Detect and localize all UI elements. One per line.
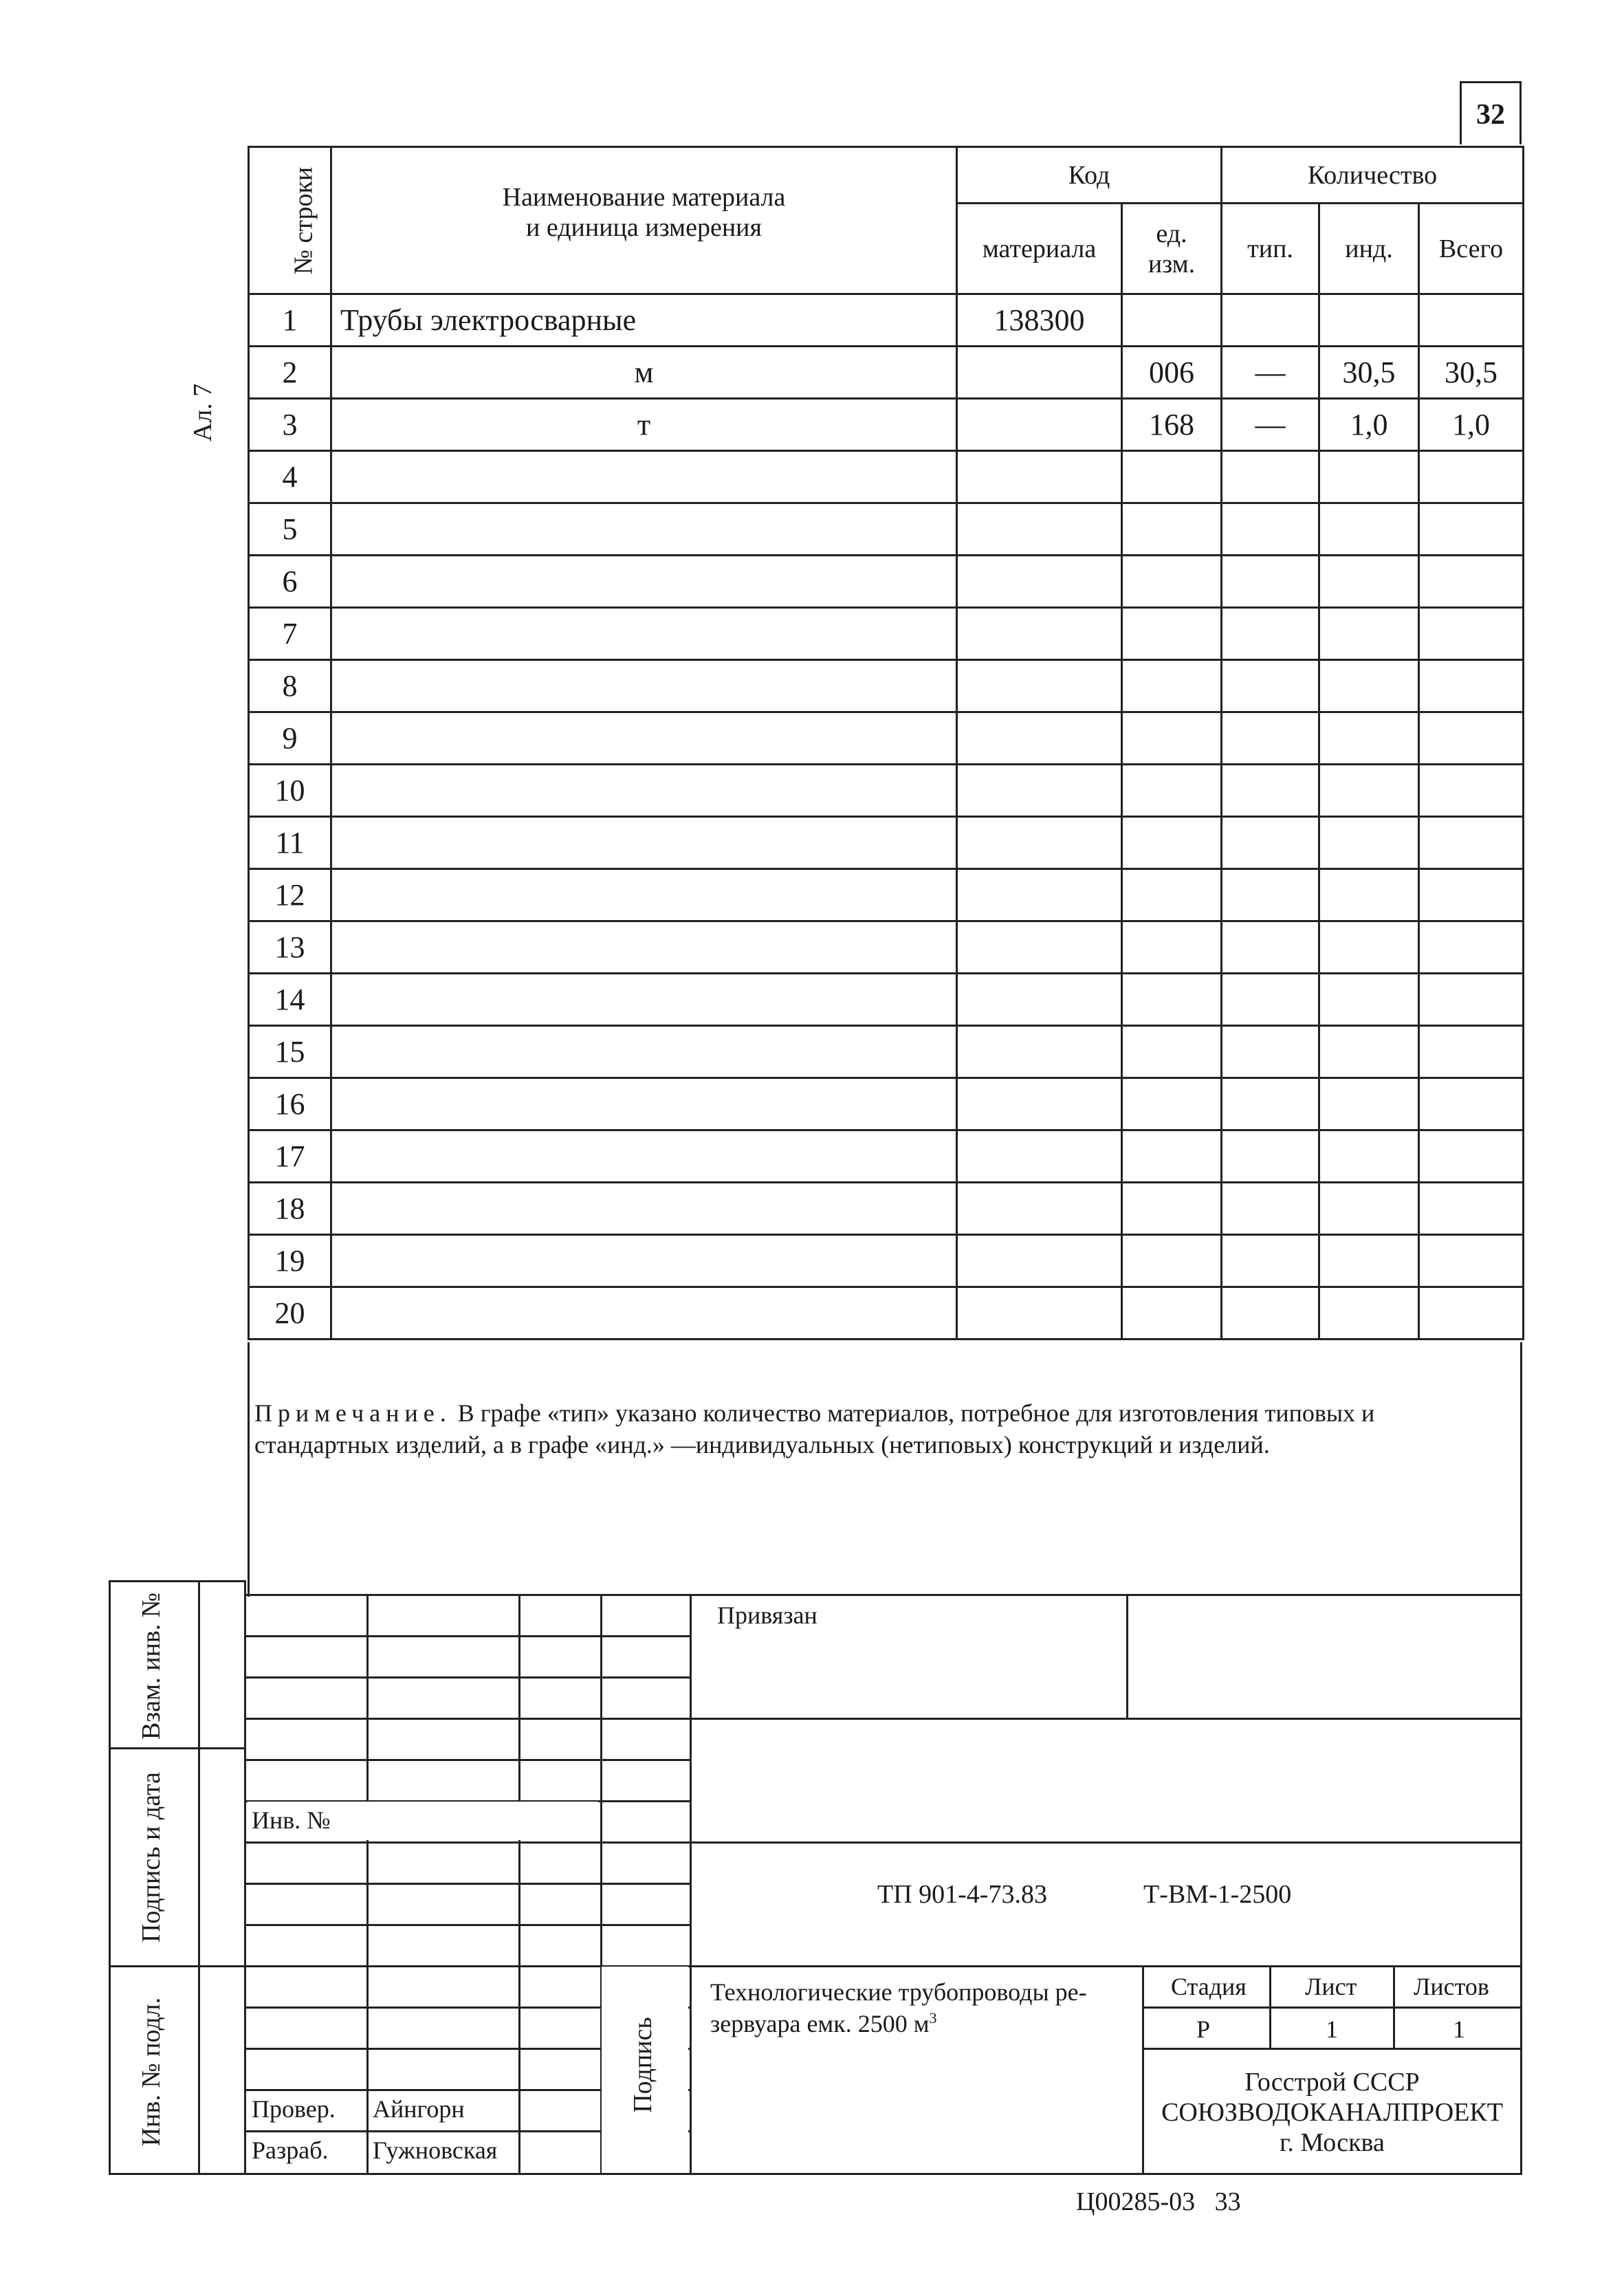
qty-ind-cell — [1319, 608, 1419, 660]
material-name-cell — [331, 869, 957, 921]
qty-typ-cell — [1222, 1078, 1319, 1130]
qty-ind-cell — [1319, 1183, 1419, 1235]
table-row — [249, 503, 1524, 556]
row-number-cell: 11 — [249, 817, 331, 869]
doc-sheet-code: Т-ВМ-1-2500 — [1143, 1880, 1292, 1909]
side-vzam-label: Взам. инв. № — [137, 1592, 166, 1740]
note-box — [248, 1342, 1522, 1597]
qty-total-cell — [1419, 712, 1524, 765]
material-code-cell — [957, 712, 1122, 765]
qty-typ-cell — [1222, 817, 1319, 869]
material-code-cell — [957, 1183, 1122, 1235]
sheets-label: Листов — [1414, 1973, 1489, 2000]
qty-total-cell — [1419, 1183, 1524, 1235]
note — [254, 1397, 1513, 1461]
table-row — [249, 1235, 1524, 1287]
qty-total-cell — [1419, 1130, 1524, 1183]
unit-code-cell — [1122, 974, 1222, 1026]
sheets-value: 1 — [1453, 2015, 1465, 2043]
unit-code-cell — [1122, 556, 1222, 608]
table-row — [249, 347, 1524, 399]
qty-ind-cell: 30,5 — [1319, 347, 1419, 399]
material-name-cell: т — [331, 399, 957, 451]
material-name-cell — [331, 1130, 957, 1183]
material-code-cell — [957, 817, 1122, 869]
material-code-cell — [957, 921, 1122, 974]
material-name-cell: Трубы электросварные — [331, 294, 957, 347]
row-number-cell: 7 — [249, 608, 331, 660]
unit-code-cell — [1122, 869, 1222, 921]
unit-code-cell — [1122, 451, 1222, 503]
qty-total-cell — [1419, 660, 1524, 712]
sheet-value: 1 — [1326, 2015, 1338, 2043]
qty-total-cell — [1419, 556, 1524, 608]
material-name-cell — [331, 1235, 957, 1287]
side-strip — [109, 1580, 246, 2175]
qty-total-cell: 30,5 — [1419, 347, 1524, 399]
table-row — [249, 974, 1524, 1026]
qty-ind-cell: 1,0 — [1319, 399, 1419, 451]
material-name-cell — [331, 1183, 957, 1235]
stage-value: Р — [1196, 2015, 1211, 2043]
qty-total-cell — [1419, 869, 1524, 921]
header-material-name — [331, 147, 957, 294]
qty-typ-cell — [1222, 660, 1319, 712]
unit-code-cell — [1122, 712, 1222, 765]
row-number-cell: 12 — [249, 869, 331, 921]
qty-total-cell — [1419, 451, 1524, 503]
qty-typ-cell: — — [1222, 347, 1319, 399]
privyazan-label: Привязан — [717, 1601, 818, 1629]
unit-code-cell — [1122, 765, 1222, 817]
row-number-cell: 20 — [249, 1287, 331, 1340]
material-name-cell — [331, 1026, 957, 1078]
qty-typ-cell — [1222, 608, 1319, 660]
material-name-cell — [331, 1287, 957, 1340]
material-name-cell — [331, 1078, 957, 1130]
org-line2: СОЮЗВОДОКАНАЛПРОЕКТ — [1161, 2098, 1503, 2127]
header-qty-total: Всего — [1419, 204, 1524, 294]
qty-typ-cell — [1222, 1287, 1319, 1340]
header-unit-line2: изм. — [1148, 249, 1196, 278]
row-number-cell: 13 — [249, 921, 331, 974]
table-row — [249, 1078, 1524, 1130]
qty-ind-cell — [1319, 712, 1419, 765]
header-row-number: № строки — [249, 147, 331, 294]
qty-ind-cell — [1319, 1130, 1419, 1183]
header-qty-typ: тип. — [1222, 204, 1319, 294]
inv-no-label: Инв. № — [252, 1806, 331, 1834]
note-prefix: Примечание. — [254, 1399, 452, 1427]
material-code-cell — [957, 451, 1122, 503]
side-signature-date-label: Подпись и дата — [137, 1771, 166, 1943]
razrab-name: Гужновская — [373, 2136, 498, 2164]
qty-typ-cell — [1222, 712, 1319, 765]
qty-ind-cell — [1319, 1078, 1419, 1130]
header-code-material: материала — [957, 204, 1122, 294]
note-text: В графе «тип» указано количество материалов, потребное для изготовления типовых и стандартных изделий, а в графе «инд.» —индивидуальных (нетиповых) конструкций и изделий. — [254, 1399, 1375, 1458]
qty-ind-cell — [1319, 921, 1419, 974]
material-name-cell — [331, 921, 957, 974]
prover-label: Провер. — [252, 2095, 336, 2123]
qty-total-cell — [1419, 817, 1524, 869]
side-inv-podl-label: Инв. № подл. — [137, 1997, 166, 2147]
material-code-cell — [957, 765, 1122, 817]
material-name-cell — [331, 974, 957, 1026]
table-row — [249, 1287, 1524, 1340]
org-line1: Госстрой СССР — [1244, 2068, 1420, 2097]
sheet-label: Лист — [1305, 1973, 1357, 2000]
row-number-cell: 3 — [249, 399, 331, 451]
row-number-cell: 9 — [249, 712, 331, 765]
unit-code-cell: 168 — [1122, 399, 1222, 451]
row-number-cell: 10 — [249, 765, 331, 817]
qty-total-cell — [1419, 294, 1524, 347]
qty-ind-cell — [1319, 974, 1419, 1026]
qty-ind-cell — [1319, 294, 1419, 347]
qty-total-cell — [1419, 608, 1524, 660]
material-name-cell — [331, 660, 957, 712]
qty-typ-cell — [1222, 974, 1319, 1026]
header-name-line1: Наименование материала — [502, 183, 786, 212]
header-code: Код — [957, 147, 1222, 204]
header-code-unit — [1122, 204, 1222, 294]
side-label: Ал. 7 — [188, 383, 217, 442]
row-number-cell: 14 — [249, 974, 331, 1026]
row-number-cell: 15 — [249, 1026, 331, 1078]
material-code-cell — [957, 347, 1122, 399]
material-code-cell — [957, 1235, 1122, 1287]
material-code-cell — [957, 556, 1122, 608]
qty-ind-cell — [1319, 817, 1419, 869]
material-name-cell — [331, 817, 957, 869]
table-row — [249, 1026, 1524, 1078]
table-row — [249, 399, 1524, 451]
org-line3: г. Москва — [1280, 2128, 1385, 2157]
organization — [1142, 2067, 1522, 2158]
row-number-cell: 18 — [249, 1183, 331, 1235]
qty-ind-cell — [1319, 1235, 1419, 1287]
row-number-cell: 5 — [249, 503, 331, 556]
unit-code-cell — [1122, 1026, 1222, 1078]
unit-code-cell — [1122, 1078, 1222, 1130]
qty-ind-cell — [1319, 1287, 1419, 1340]
table-row — [249, 294, 1524, 347]
material-name-cell — [331, 712, 957, 765]
qty-typ-cell — [1222, 869, 1319, 921]
unit-code-cell — [1122, 921, 1222, 974]
qty-ind-cell — [1319, 503, 1419, 556]
row-number-cell: 6 — [249, 556, 331, 608]
doc-code: ТП 901-4-73.83 — [877, 1880, 1047, 1909]
row-number-cell: 19 — [249, 1235, 331, 1287]
qty-typ-cell — [1222, 294, 1319, 347]
qty-total-cell — [1419, 765, 1524, 817]
material-code-cell: 138300 — [957, 294, 1122, 347]
material-code-cell — [957, 1026, 1122, 1078]
material-code-cell — [957, 974, 1122, 1026]
material-code-cell — [957, 1287, 1122, 1340]
qty-total-cell — [1419, 1235, 1524, 1287]
qty-total-cell — [1419, 1026, 1524, 1078]
table-row — [249, 1183, 1524, 1235]
qty-typ-cell — [1222, 1235, 1319, 1287]
material-code-cell — [957, 660, 1122, 712]
razrab-label: Разраб. — [252, 2136, 329, 2164]
table-row — [249, 869, 1524, 921]
qty-ind-cell — [1319, 451, 1419, 503]
table-row — [249, 660, 1524, 712]
unit-code-cell — [1122, 660, 1222, 712]
qty-total-cell — [1419, 1078, 1524, 1130]
qty-typ-cell — [1222, 1183, 1319, 1235]
material-code-cell — [957, 1078, 1122, 1130]
table-row — [249, 817, 1524, 869]
qty-total-cell — [1419, 921, 1524, 974]
header-name-line2: и единица измерения — [526, 213, 762, 242]
row-number-cell: 8 — [249, 660, 331, 712]
table-row — [249, 608, 1524, 660]
material-name-cell — [331, 556, 957, 608]
qty-ind-cell — [1319, 556, 1419, 608]
qty-ind-cell — [1319, 765, 1419, 817]
qty-total-cell — [1419, 1287, 1524, 1340]
material-name-cell — [331, 765, 957, 817]
qty-typ-cell — [1222, 765, 1319, 817]
unit-code-cell — [1122, 1235, 1222, 1287]
table-row — [249, 451, 1524, 503]
material-name-cell — [331, 608, 957, 660]
header-unit-line1: ед. — [1156, 219, 1187, 248]
qty-ind-cell — [1319, 869, 1419, 921]
qty-total-cell: 1,0 — [1419, 399, 1524, 451]
qty-typ-cell — [1222, 503, 1319, 556]
qty-total-cell — [1419, 974, 1524, 1026]
description-line1: Технологические трубопроводы ре- — [710, 1978, 1087, 2006]
unit-code-cell — [1122, 294, 1222, 347]
material-code-cell — [957, 503, 1122, 556]
material-code-cell — [957, 608, 1122, 660]
row-number-cell: 2 — [249, 347, 331, 399]
table-row — [249, 1130, 1524, 1183]
row-number-cell: 17 — [249, 1130, 331, 1183]
unit-code-cell — [1122, 608, 1222, 660]
qty-ind-cell — [1319, 1026, 1419, 1078]
material-name-cell — [331, 503, 957, 556]
unit-code-cell — [1122, 817, 1222, 869]
row-number-cell: 4 — [249, 451, 331, 503]
qty-typ-cell — [1222, 1130, 1319, 1183]
title-block — [109, 1580, 1522, 2175]
header-qty-ind: инд. — [1319, 204, 1419, 294]
material-name-cell: м — [331, 347, 957, 399]
footer-code: Ц00285-03 33 — [1076, 2187, 1241, 2216]
qty-typ-cell: — — [1222, 399, 1319, 451]
stage-label: Стадия — [1171, 1973, 1247, 2000]
qty-typ-cell — [1222, 921, 1319, 974]
qty-total-cell — [1419, 503, 1524, 556]
material-code-cell — [957, 869, 1122, 921]
page-number: 32 — [1460, 81, 1522, 144]
description-line2: зервуара емк. 2500 $м^3$ — [710, 2009, 937, 2037]
qty-typ-cell — [1222, 451, 1319, 503]
table-row — [249, 712, 1524, 765]
row-number-cell: 16 — [249, 1078, 331, 1130]
qty-typ-cell — [1222, 556, 1319, 608]
qty-typ-cell — [1222, 1026, 1319, 1078]
unit-code-cell — [1122, 1183, 1222, 1235]
materials-table — [248, 146, 1524, 1340]
signature-vertical-label: Подпись — [628, 2017, 657, 2113]
qty-ind-cell — [1319, 660, 1419, 712]
table-row — [249, 765, 1524, 817]
table-row — [249, 556, 1524, 608]
header-quantity: Количество — [1222, 147, 1524, 204]
material-code-cell — [957, 1130, 1122, 1183]
unit-code-cell — [1122, 503, 1222, 556]
unit-code-cell — [1122, 1130, 1222, 1183]
unit-code-cell: 006 — [1122, 347, 1222, 399]
row-number-cell: 1 — [249, 294, 331, 347]
prover-name: Айнгорн — [373, 2095, 465, 2123]
table-row — [249, 921, 1524, 974]
material-code-cell — [957, 399, 1122, 451]
material-name-cell — [331, 451, 957, 503]
unit-code-cell — [1122, 1287, 1222, 1340]
